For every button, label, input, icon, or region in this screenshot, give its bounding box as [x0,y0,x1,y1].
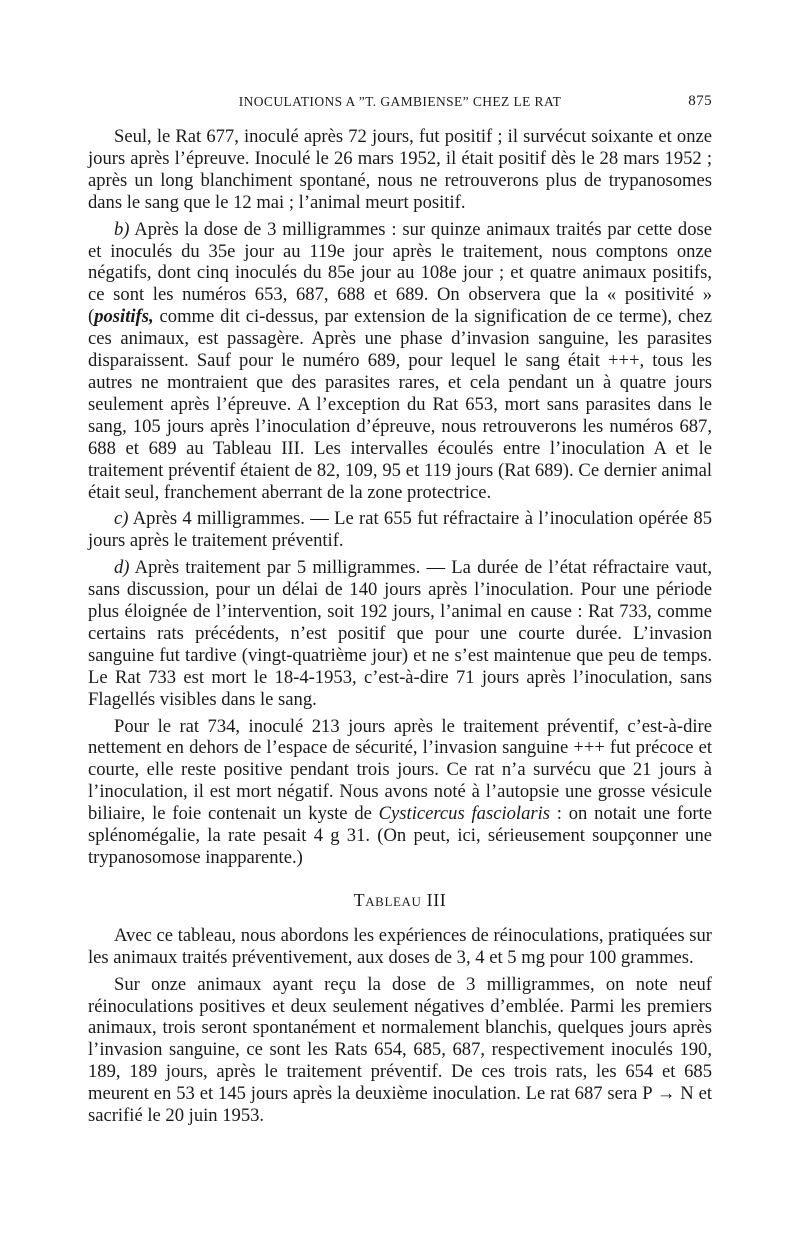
paragraph-text: Seul, le Rat 677, inoculé après 72 jours, fut positif ; il survécut soixante et onze jours après l’épreuve. Inoculé le 26 mars 1952, il était positif dès le 28 mars 1952 ; après un long blanchiment spontané, nous ne retrouverons plus de trypanosomes dans le sang que le 12 mai ; l’animal meurt positif. [88,126,712,213]
paragraph [88,974,712,1127]
body-text [88,126,712,1132]
running-title: INOCULATIONS A ”T. GAMBIENSE” CHEZ LE RAT [238,94,562,109]
paragraph [88,508,712,552]
paragraph [88,925,712,969]
paragraph [88,716,712,869]
section-heading: Tableau III [353,889,447,910]
paragraph-text: Après la dose de 3 milligrammes : sur quinze animaux traités par cette dose et inoculés du 35e jour au 119e jour après le traitement, nous comptons onze négatifs, dont cinq inoculés du 85e jour au 108e jour ; et quatre animaux positifs, ce sont les numéros 653, 687, 688 et 689. On observera que la « positivité » ( [88,218,712,328]
paragraph-text: : on notait une forte splénomégalie, la rate pesait 4 g 31. (On peut, ici, sérieusement soupçonner une trypanosomose inapparente.) [88,803,712,868]
paragraph-text: Avec ce tableau, nous abordons les expériences de réinoculations, pratiquées sur les animaux traités préventivement, aux doses de 3, 4 et 5 mg pour 100 grammes. [88,924,712,968]
italic-term: positifs, [94,306,154,328]
paragraph-text: Après traitement par 5 milligrammes. — La durée de l’état réfractaire vaut, sans discussion, pour un délai de 140 jours après l’inoculation. Pour une période plus éloignée de l’intervention, soit 192 jours, l’animal en cause : Rat 733, comme certains rats précédents, n’est positif que pour une courte durée. L’invasion sanguine fut tardive (vingt-quatrième jour) et ne s’est maintenue que peu de temps. Le Rat 733 est mort le 18-4-1953, c’est-à-dire 71 jours après l’inoculation, sans Flagellés visibles dans le sang. [88,557,712,710]
paragraph-label: d) [114,557,130,579]
paragraph [88,557,712,710]
paragraph-text: Sur onze animaux ayant reçu la dose de 3 milligrammes, on note neuf réinoculations positives et deux seulement négatives d’emblée. Parmi les premiers animaux, trois seront spontanément et normalement blanchis, quelques jours après l’invasion sanguine, ce sont les Rats 654, 685, 687, respectivement inoculés 190, 189, 189 jours, après le traitement préventif. De ces trois rats, les 654 et 685 meurent en 53 et 145 jours après la deuxième inoculation. Le rat 687 sera P → N et sacrifié le 20 juin 1953. [88,973,712,1127]
paragraph [88,219,712,504]
paragraph-label: b) [114,218,130,240]
running-head [88,94,712,116]
paragraph-text: Pour le rat 734, inoculé 213 jours après le traitement préventif, c’est-à-dire nettement en dehors de l’espace de sécurité, l’invasion sanguine +++ fut précoce et courte, elle reste positive pendant trois jours. Ce rat n’a survécu que 21 jours à l’inoculation, il est mort négatif. Nous avons noté à l’autopsie une grosse vésicule biliaire, le foie contenait un kyste de [88,715,712,825]
page-number: 875 [688,93,712,109]
paragraph-text: comme dit ci-dessus, par extension de la signification de ce terme), chez ces animaux, est passagère. Après une phase d’invasion sanguine, les parasites disparaissent. Sauf pour le numéro 689, pour lequel le sang était +++, tous les autres ne montraient que des parasites rares, et cela pendant un à quatre jours seulement après l’épreuve. A l’exception du Rat 653, mort sans parasites dans le sang, 105 jours après l’inoculation d’épreuve, nous retrouverons les numéros 687, 688 et 689 au Tableau III. Les intervalles écoulés entre l’inoculation A et le traitement préventif étaient de 82, 109, 95 et 119 jours (Rat 689). Ce dernier animal était seul, franchement aberrant de la zone protectrice. [88,306,712,503]
italic-term: Cysticercus fasciolaris [378,803,551,825]
paragraph [88,126,712,214]
paragraph-text: Après 4 milligrammes. — Le rat 655 fut réfractaire à l’inoculation opérée 85 jours après le traitement préventif. [88,508,712,552]
paragraph-label: c) [114,508,129,530]
